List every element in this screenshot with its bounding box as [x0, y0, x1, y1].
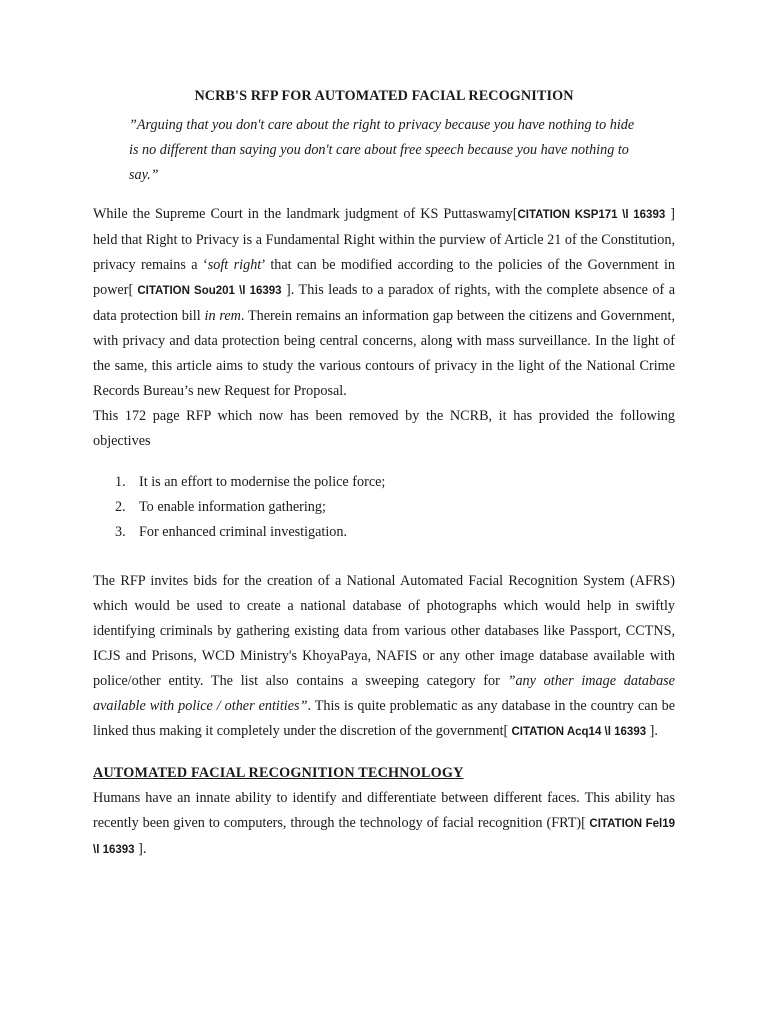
text-run: ]. [134, 841, 147, 857]
list-item-text: For enhanced criminal investigation. [139, 524, 348, 540]
list-item-text: It is an effort to modernise the police force; [139, 474, 386, 490]
citation-field: CITATION Acq14 \l 16393 [508, 726, 647, 738]
text-run: ]. [646, 723, 658, 739]
list-number: 1. [115, 474, 126, 490]
list-number: 3. [115, 524, 126, 540]
afrs-paragraph [93, 569, 675, 745]
text-run: While the Supreme Court in the landmark judgment of KS Puttaswamy[ [93, 206, 518, 222]
list-item [93, 470, 675, 495]
citation-field: CITATION KSP171 \l 16393 [517, 209, 666, 221]
text-run: Humans have an innate ability to identify and differentiate between different faces. This ability has recently been given to computers, through the technology of facial recognition (FRT)[ [93, 790, 675, 831]
emphasis-text: ”any other image database available with police / other entities” [93, 673, 675, 714]
text-run: ’ that can be modified according to the policies of the Government in power[ [93, 257, 676, 298]
document-page [93, 84, 675, 863]
rfp-paragraph: This 172 page RFP which now has been removed by the NCRB, it has provided the following objectives [93, 408, 675, 449]
emphasis-text: soft right [207, 257, 262, 273]
section-heading: AUTOMATED FACIAL RECOGNITION TECHNOLOGY [93, 765, 464, 781]
text-run: ]. This leads to a paradox of rights, with the complete absence of a data protection bill [93, 282, 675, 324]
list-item-text: To enable information gathering; [139, 499, 326, 515]
emphasis-text: in rem [204, 308, 241, 324]
list-number: 2. [115, 499, 126, 515]
text-run: . Therein remains an information gap between the citizens and Government, with privacy and data protection being central concerns, along with mass surveillance. In the light of the same, this article aims to study the various contours of privacy in the light of the National Crime Records Bureau’s new Request for Proposal. [93, 308, 675, 399]
list-item [93, 520, 675, 545]
citation-field: CITATION Sou201 \l 16393 [133, 285, 282, 297]
epigraph-quote: ”Arguing that you don't care about the right to privacy because you have nothing to hide is no different than saying you don't care about free speech because you have nothing to say.” [129, 117, 635, 183]
text-run: . This is quite problematic as any database in the country can be linked thus making it completely under the discretion of the government[ [93, 698, 676, 739]
text-run: The RFP invites bids for the creation of a National Automated Facial Recognition System (AFRS) which would be used to create a national database of photographs which would help in swiftly identifying criminals by gathering existing data from various other databases like Passport, CCTNS, ICJS and Prisons, WCD Ministry's KhoyaPaya, NAFIS or any other image database available with police/other entity. The list also contains a sweeping category for [93, 573, 675, 689]
objectives-list [93, 470, 675, 545]
citation-field: CITATION Fel19 \l 16393 [93, 818, 676, 856]
intro-paragraph [93, 202, 675, 404]
frt-paragraph [93, 786, 675, 863]
document-title: NCRB'S RFP FOR AUTOMATED FACIAL RECOGNITION [194, 88, 574, 104]
text-run: ] held that Right to Privacy is a Fundamental Right within the purview of Article 21 of the Constitution, privacy remains a ‘ [93, 206, 675, 273]
list-item [93, 495, 675, 520]
